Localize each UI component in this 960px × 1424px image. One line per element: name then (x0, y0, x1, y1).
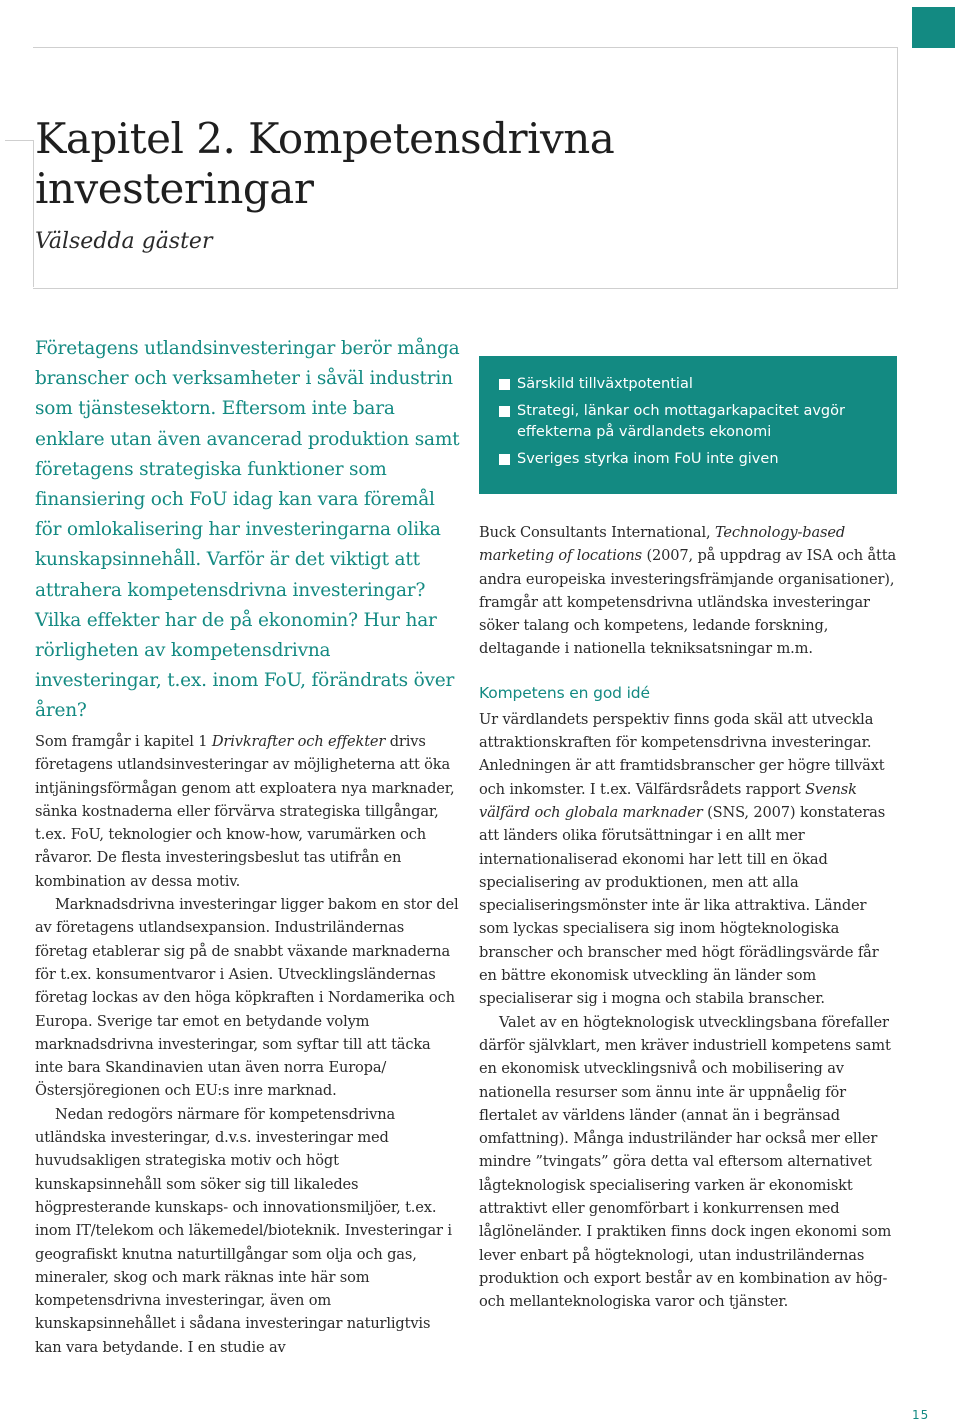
text-span: drivs företagens utlandsinvesteringar av möjligheterna att öka intjäningsförmågan genom att exploatera nya marknader, sänka kostnaderna eller förvärva strategiska tillgångar, t.ex. FoU, teknologier och know-how, varumärken och råvaror. De flesta investeringsbeslut tas utifrån en kombination av dessa motiv. (35, 733, 455, 890)
summary-item-text: Särskild tillväxtpotential (517, 376, 693, 392)
summary-item (499, 374, 879, 395)
intro-paragraph: Företagens utlandsinvesteringar berör många branscher och verksamheter i såväl industrin som tjänstesektorn. Eftersom inte bara enklare utan även avancerad produktion samt företagens strategiska funktioner som finansiering och FoU idag kan vara föremål för omlokalisering har investeringarna olika kunskapsinnehåll. Varför är det viktigt att attrahera kompetensdrivna investeringar? Vilka effekter har de på ekonomin? Hur har rörligheten av kompetensdrivna investeringar, t.ex. inom FoU, förändrats över åren? (35, 338, 460, 722)
chapter-title: Kapitel 2. Kompetensdrivna investeringar (35, 114, 615, 213)
section-heading: Kompetens en god idé (479, 683, 650, 702)
summary-item (499, 449, 879, 470)
square-bullet-icon (499, 454, 510, 465)
publication-title: Svensk välfärd och globala marknader (479, 780, 857, 821)
summary-item-text: Sveriges styrka inom FoU inte given (517, 451, 779, 467)
frame-tick (5, 140, 33, 141)
square-bullet-icon (499, 406, 510, 417)
publication-title: Technology-based marketing of locations (479, 524, 846, 565)
text-span: (SNS, 2007) konstateras att länders olika förutsättningar i en allt mer internationaliserad ekonomi har lett till en ökad specialisering av produktionen, men att alla specialiseringsmönster inte är lika attraktiva. Länder som lyckas specialisera sig inom högteknologiska branscher och branscher med högt förädlingsvärde får en bättre ekonomisk utveckling än länder som specialiserar sig i mogna och stabila branscher. (479, 803, 886, 1008)
chapter-subtitle: Välsedda gäster (35, 229, 213, 254)
publication-title: Drivkrafter och effekter (211, 733, 386, 750)
summary-item-text: Strategi, länkar och mottagarkapacitet avgör effekterna på värdlandets ekonomi (517, 403, 845, 440)
summary-list (499, 374, 879, 470)
text-span: Buck Consultants International, (479, 524, 715, 541)
text-span: (2007, på uppdrag av ISA och åtta andra europeiska investeringsfrämjande organisationer), framgår att kompetensdrivna utländska investeringar söker talang och kompetens, ledande forskning, deltagande i nationella tekniksatsningar m.m. (479, 547, 897, 658)
right-paragraph-3: Valet av en högteknologisk utvecklingsbana förefaller därför självklart, men kräver industriell kompetens samt en ekonomisk utvecklingsnivå och mobilisering av nationella resurser som ännu inte är uppnåelig för flertalet av världens länder (annat än i begränsad omfattning). Många industriländer har också mer eller mindre ”tvingats” göra detta val eftersom alternativet lågteknologisk specialisering varken är ekonomiskt attraktivt eller genomförbart i konkurrensen med låglöneländer. I praktiken finns dock ingen ekonomi som lever enbart på högteknologi, utan industriländernas produktion och export består av en kombination av hög- och mellanteknologiska varor och tjänster. (479, 1013, 892, 1311)
right-paragraph-1 (479, 521, 899, 661)
left-column (35, 730, 460, 1359)
square-bullet-icon (499, 379, 510, 390)
text-span: Ur värdlandets perspektiv finns goda skäl att utveckla attraktionskraften för kompetensdrivna investeringar. Anledningen är att framtidsbranscher ger högre tillväxt och inkomster. I t.ex. Välfärdsrådets rapport (479, 710, 885, 798)
right-paragraph-2 (479, 708, 899, 1011)
right-column (479, 521, 899, 1314)
frame-stub (33, 140, 34, 287)
left-paragraph-3: Nedan redogörs närmare för kompetensdrivna utländska investeringar, d.v.s. investeringar med huvudsakligen strategiska motiv och högt kunskapsinnehåll som söker sig till likaledes högpresterande kunskaps- och innovationsmiljöer, t.ex. inom IT/telekom och läkemedel/bioteknik. Investeringar i geografiskt knutna naturtillgångar som olja och gas, mineraler, skog och mark räknas inte här som kompetensdrivna investeringar, även om kunskapsinnehållet i sådana investeringar naturligtvis kan vara betydande. I en studie av (35, 1105, 452, 1356)
left-paragraph-1 (35, 730, 460, 893)
summary-box (479, 356, 897, 494)
summary-item (499, 401, 879, 443)
accent-square (912, 7, 955, 48)
text-span: Som framgår i kapitel 1 (35, 733, 212, 750)
left-paragraph-2: Marknadsdrivna investeringar ligger bakom en stor del av företagens utlandsexpansion. Industriländernas företag etablerar sig på de snabbt växande marknaderna för t.ex. konsumentvaror i Asien. Utvecklingsländernas företag lockas av den höga köpkraften i Nordamerika och Europa. Sverige tar emot en betydande volym marknadsdrivna investeringar, som syftar till att täcka inte bara Skandinavien utan även norra Europa/Östersjöregionen och EU:s inre marknad. (35, 896, 459, 1100)
page-number: 15 (912, 1408, 930, 1422)
